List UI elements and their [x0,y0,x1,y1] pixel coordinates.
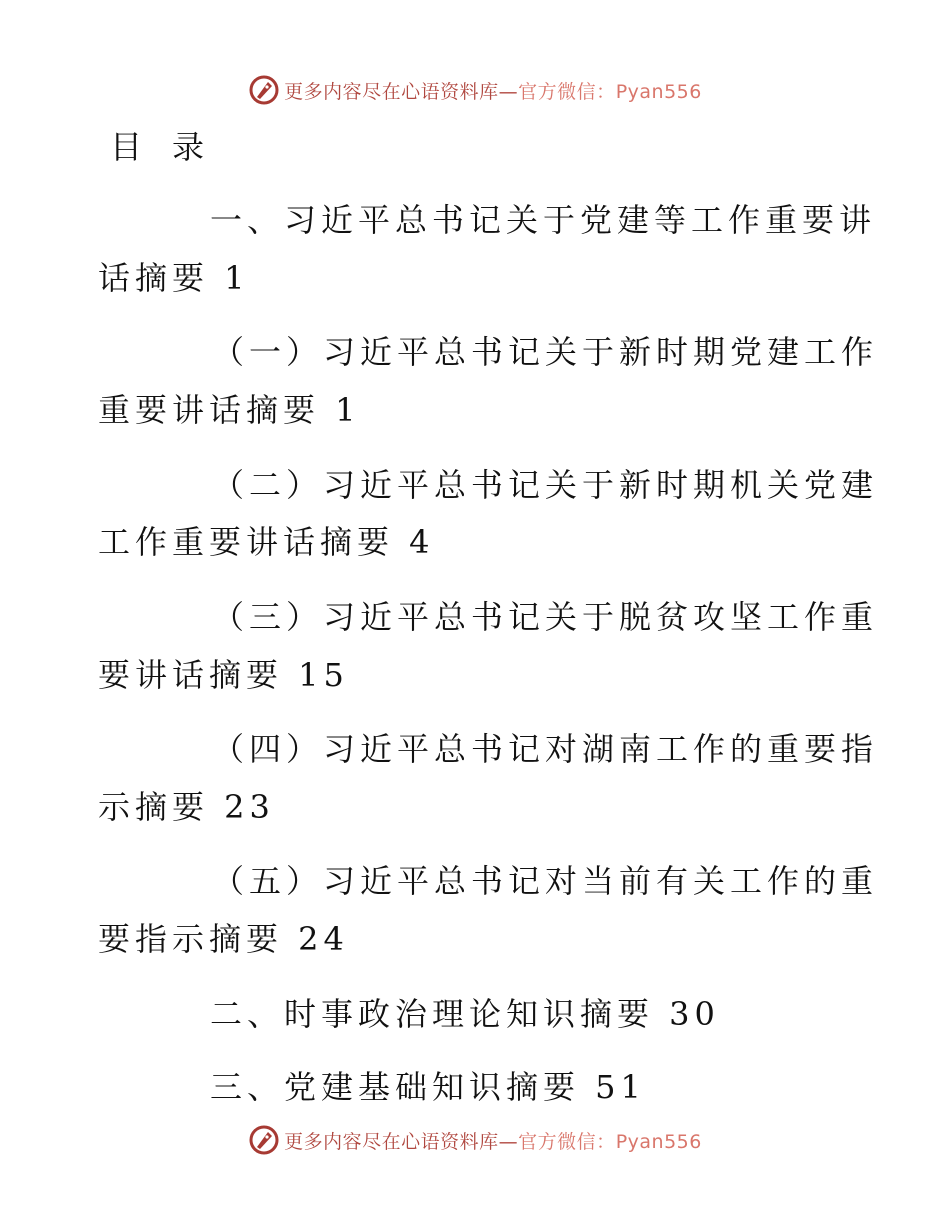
toc-entry-3-line2: 工作重要讲话摘要 4 [98,523,435,561]
pen-nib-icon [248,74,280,106]
toc-entry-2-line1: （一）习近平总书记关于新时期党建工作 [212,333,879,371]
toc-entry-5-line2: 示摘要 23 [98,788,275,826]
toc-entry-5-line1: （四）习近平总书记对湖南工作的重要指 [212,730,879,768]
pen-nib-icon [248,1124,280,1156]
toc-entry-4-line2: 要讲话摘要 15 [98,656,349,694]
toc-title: 目录 [110,128,235,166]
toc-entry-6-line2: 要指示摘要 24 [98,920,349,958]
toc-entry-2-line2: 重要讲话摘要 1 [98,391,361,429]
footer-banner [0,1120,950,1160]
banner-text: 更多内容尽在心语资料库—官方微信：Pyan556 [284,1130,702,1153]
header-banner [0,70,950,110]
toc-entry-7: 二、时事政治理论知识摘要 30 [210,995,720,1033]
toc-entry-8: 三、党建基础知识摘要 51 [210,1068,646,1106]
banner-text: 更多内容尽在心语资料库—官方微信：Pyan556 [284,80,702,103]
toc-entry-3-line1: （二）习近平总书记关于新时期机关党建 [212,466,879,504]
toc-entry-1-line1: 一、习近平总书记关于党建等工作重要讲 [210,201,877,239]
toc-entry-1-line2: 话摘要 1 [98,259,250,297]
toc-entry-4-line1: （三）习近平总书记关于脱贫攻坚工作重 [212,598,879,636]
toc-entry-6-line1: （五）习近平总书记对当前有关工作的重 [212,862,879,900]
